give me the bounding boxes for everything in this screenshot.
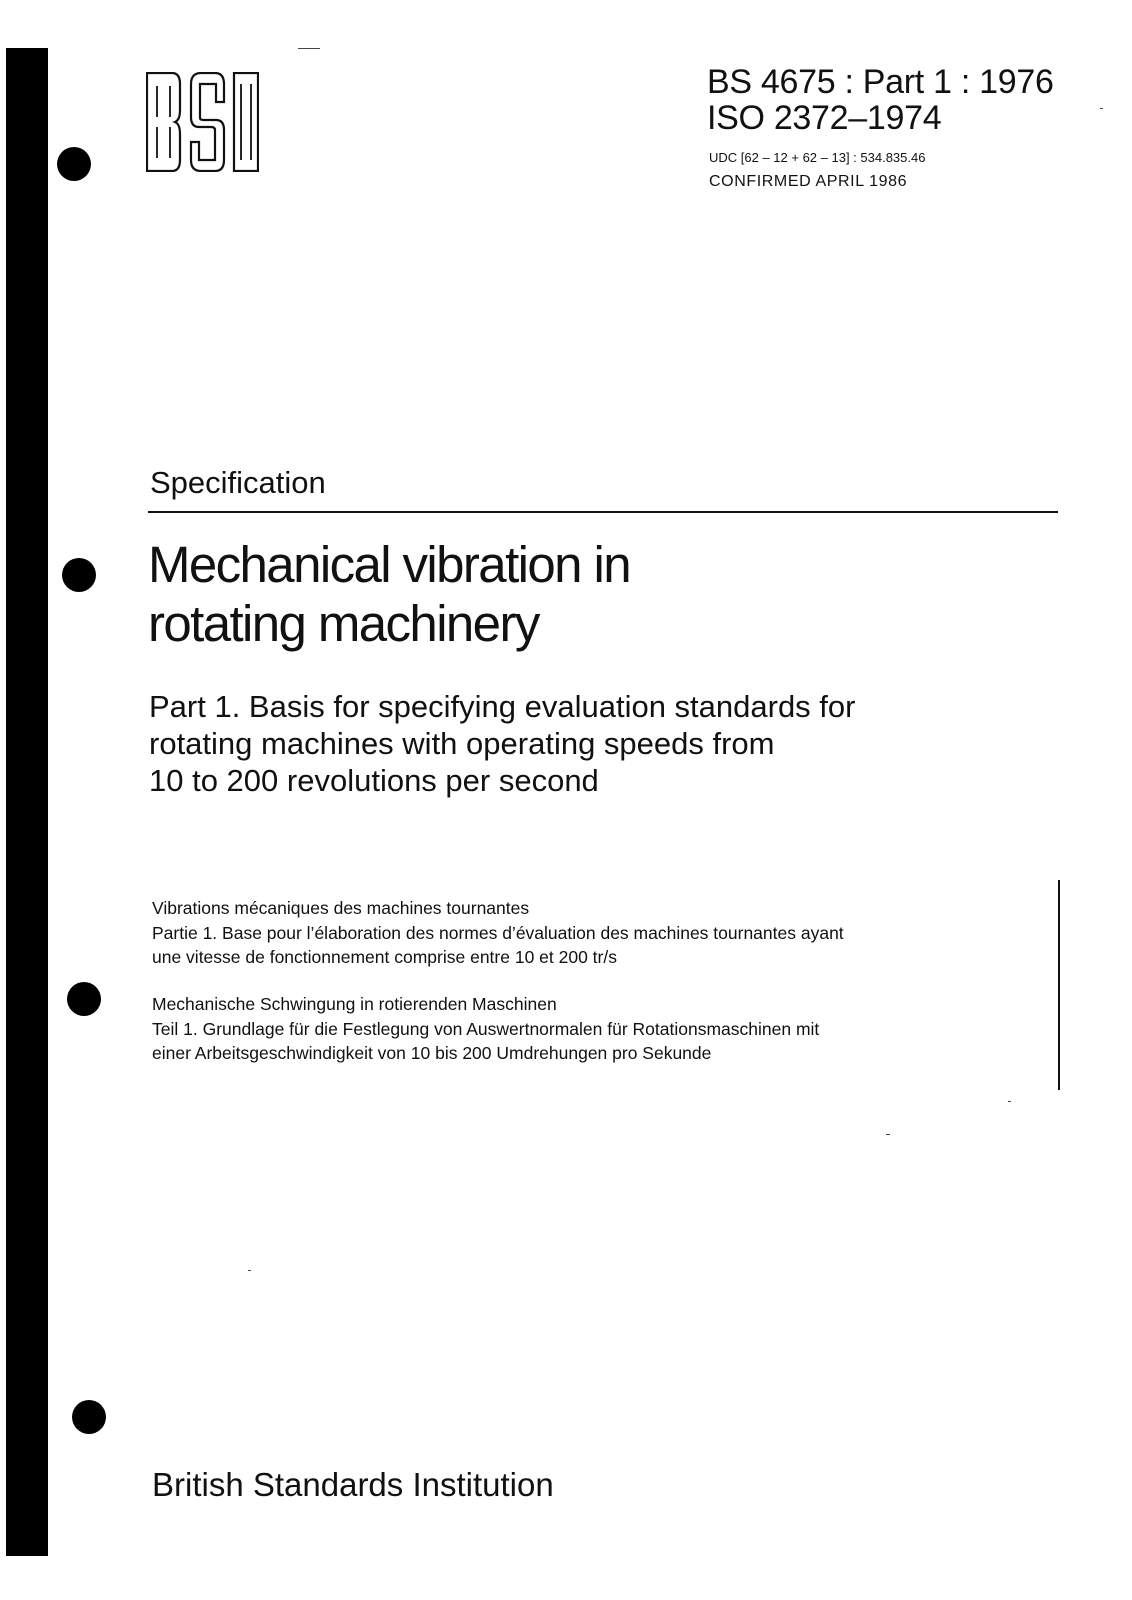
scan-speck <box>1100 108 1103 109</box>
part-title <box>149 688 1049 799</box>
side-rule <box>1058 880 1060 1090</box>
part-title-line: rotating machines with operating speeds from <box>149 726 775 761</box>
main-title-line: rotating machinery <box>148 595 539 652</box>
bsi-logo <box>146 72 259 172</box>
punch-hole <box>62 558 96 592</box>
scan-speck <box>1008 1101 1011 1102</box>
iso-number: ISO 2372–1974 <box>707 99 942 137</box>
main-title <box>148 535 948 653</box>
german-title-line: Teil 1. Grundlage für die Festlegung von Auswertnormalen für Rotationsmaschinen mit <box>152 1018 820 1039</box>
german-title <box>152 992 1052 1066</box>
confirmed-date: CONFIRMED APRIL 1986 <box>709 173 908 190</box>
part-title-line: Part 1. Basis for specifying evaluation standards for <box>149 689 856 724</box>
punch-hole <box>57 147 91 181</box>
document-type-label: Specification <box>150 465 326 500</box>
punch-hole <box>72 1400 106 1434</box>
title-divider <box>148 511 1058 513</box>
french-title-line: une vitesse de fonctionnement comprise entre 10 et 200 tr/s <box>152 947 617 967</box>
punch-hole <box>67 982 101 1016</box>
scan-speck <box>886 1134 890 1135</box>
scan-speck <box>248 1270 251 1271</box>
french-title <box>152 896 1052 970</box>
german-title-line: einer Arbeitsgeschwindigkeit von 10 bis 200 Umdrehungen pro Sekunde <box>152 1043 712 1063</box>
german-title-line: Mechanische Schwingung in rotierenden Maschinen <box>152 994 557 1014</box>
scan-edge-bar <box>6 48 48 1556</box>
french-title-line: Vibrations mécaniques des machines tournantes <box>152 898 530 918</box>
scan-speck <box>298 48 320 49</box>
standard-number: BS 4675 : Part 1 : 1976 <box>707 63 1054 101</box>
udc-classification: UDC [62 – 12 + 62 – 13] : 534.835.46 <box>709 150 926 165</box>
french-title-line: Partie 1. Base pour l’élaboration des normes d’évaluation des machines tournantes ayant <box>152 922 844 943</box>
main-title-line: Mechanical vibration in <box>148 536 630 593</box>
publisher-name: British Standards Institution <box>152 1466 554 1503</box>
part-title-line: 10 to 200 revolutions per second <box>149 763 599 798</box>
